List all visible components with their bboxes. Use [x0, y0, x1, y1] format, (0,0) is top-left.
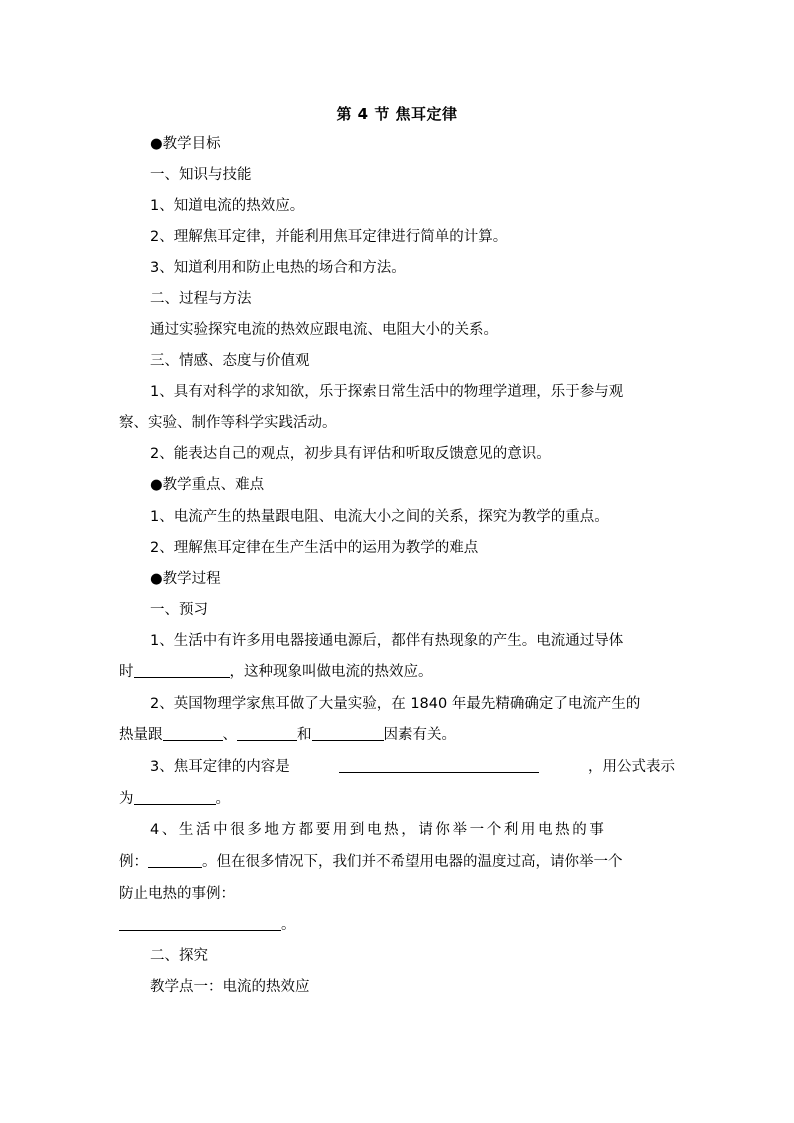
answer-blank[interactable] [339, 757, 539, 773]
knowledge-item-2: 2、理解焦耳定律，并能利用焦耳定律进行简单的计算。 [150, 229, 508, 245]
process-text: 通过实验探究电流的热效应跟电流、电阻大小的关系。 [150, 322, 498, 338]
answer-blank[interactable] [237, 725, 297, 741]
procedure-heading: ●教学过程 [150, 571, 221, 587]
preview-q2-line-2 [119, 725, 456, 745]
text-fragment: 3、焦耳定律的内容是 [150, 759, 290, 775]
text-fragment: 例： [119, 854, 148, 870]
preview-q4-line-4 [119, 915, 296, 935]
text-fragment: ，用公式表示 [587, 759, 675, 775]
answer-blank[interactable] [312, 725, 384, 741]
keypoint-2: 2、理解焦耳定律在生产生活中的运用为教学的难点 [150, 540, 479, 556]
emotion-heading: 三、情感、态度与价值观 [150, 353, 310, 369]
text-fragment: 、 [222, 727, 237, 743]
preview-q4-line-3: 防止电热的事例： [119, 886, 235, 902]
objectives-heading: ●教学目标 [150, 136, 221, 152]
keypoints-heading: ●教学重点、难点 [150, 477, 265, 493]
preview-q1-line-2 [119, 662, 433, 682]
emotion-item-1-line-2: 察、实验、制作等科学实践活动。 [119, 415, 337, 431]
text-fragment: 时 [119, 664, 134, 680]
preview-heading: 一、预习 [150, 602, 208, 618]
preview-q4-line-1: 4、生活中很多地方都要用到电热，请你举一个利用电热的事 [150, 822, 607, 838]
emotion-item-1-line-1: 1、具有对科学的求知欲，乐于探索日常生活中的物理学道理，乐于参与观 [150, 384, 624, 400]
keypoint-1: 1、电流产生的热量跟电阻、电流大小之间的关系，探究为教学的重点。 [150, 509, 609, 525]
text-fragment: 和 [297, 727, 312, 743]
emotion-item-2: 2、能表达自己的观点，初步具有评估和听取反馈意见的意识。 [150, 446, 551, 462]
page-title: 第 4 节 焦耳定律 [336, 105, 458, 123]
answer-blank[interactable] [134, 662, 230, 678]
preview-q3-line-2 [119, 789, 230, 809]
text-fragment: 热量跟 [119, 727, 163, 743]
preview-q3-line-1 [150, 757, 675, 777]
explore-heading: 二、探究 [150, 948, 208, 964]
text-fragment: 因素有关。 [383, 727, 456, 743]
text-fragment: 。 [215, 791, 230, 807]
preview-q4-line-2 [119, 852, 623, 872]
knowledge-heading: 一、知识与技能 [150, 167, 252, 183]
process-heading: 二、过程与方法 [150, 291, 252, 307]
text-fragment: ，这种现象叫做电流的热效应。 [229, 664, 433, 680]
answer-blank[interactable] [134, 789, 216, 805]
preview-q1-line-1: 1、生活中有许多用电器接通电源后，都伴有热现象的产生。电流通过导体 [150, 633, 624, 649]
answer-blank[interactable] [163, 725, 223, 741]
answer-blank[interactable] [148, 852, 202, 868]
knowledge-item-1: 1、知道电流的热效应。 [150, 198, 305, 214]
knowledge-item-3: 3、知道利用和防止电热的场合和方法。 [150, 260, 406, 276]
answer-blank[interactable] [119, 915, 281, 931]
explore-point-1: 教学点一：电流的热效应 [150, 979, 310, 995]
text-fragment: 。 [281, 917, 296, 933]
text-fragment: 。但在很多情况下，我们并不希望用电器的温度过高，请你举一个 [202, 854, 623, 870]
text-fragment: 为 [119, 791, 134, 807]
preview-q2-line-1: 2、英国物理学家焦耳做了大量实验，在 1840 年最先精确确定了电流产生的 [150, 696, 641, 712]
